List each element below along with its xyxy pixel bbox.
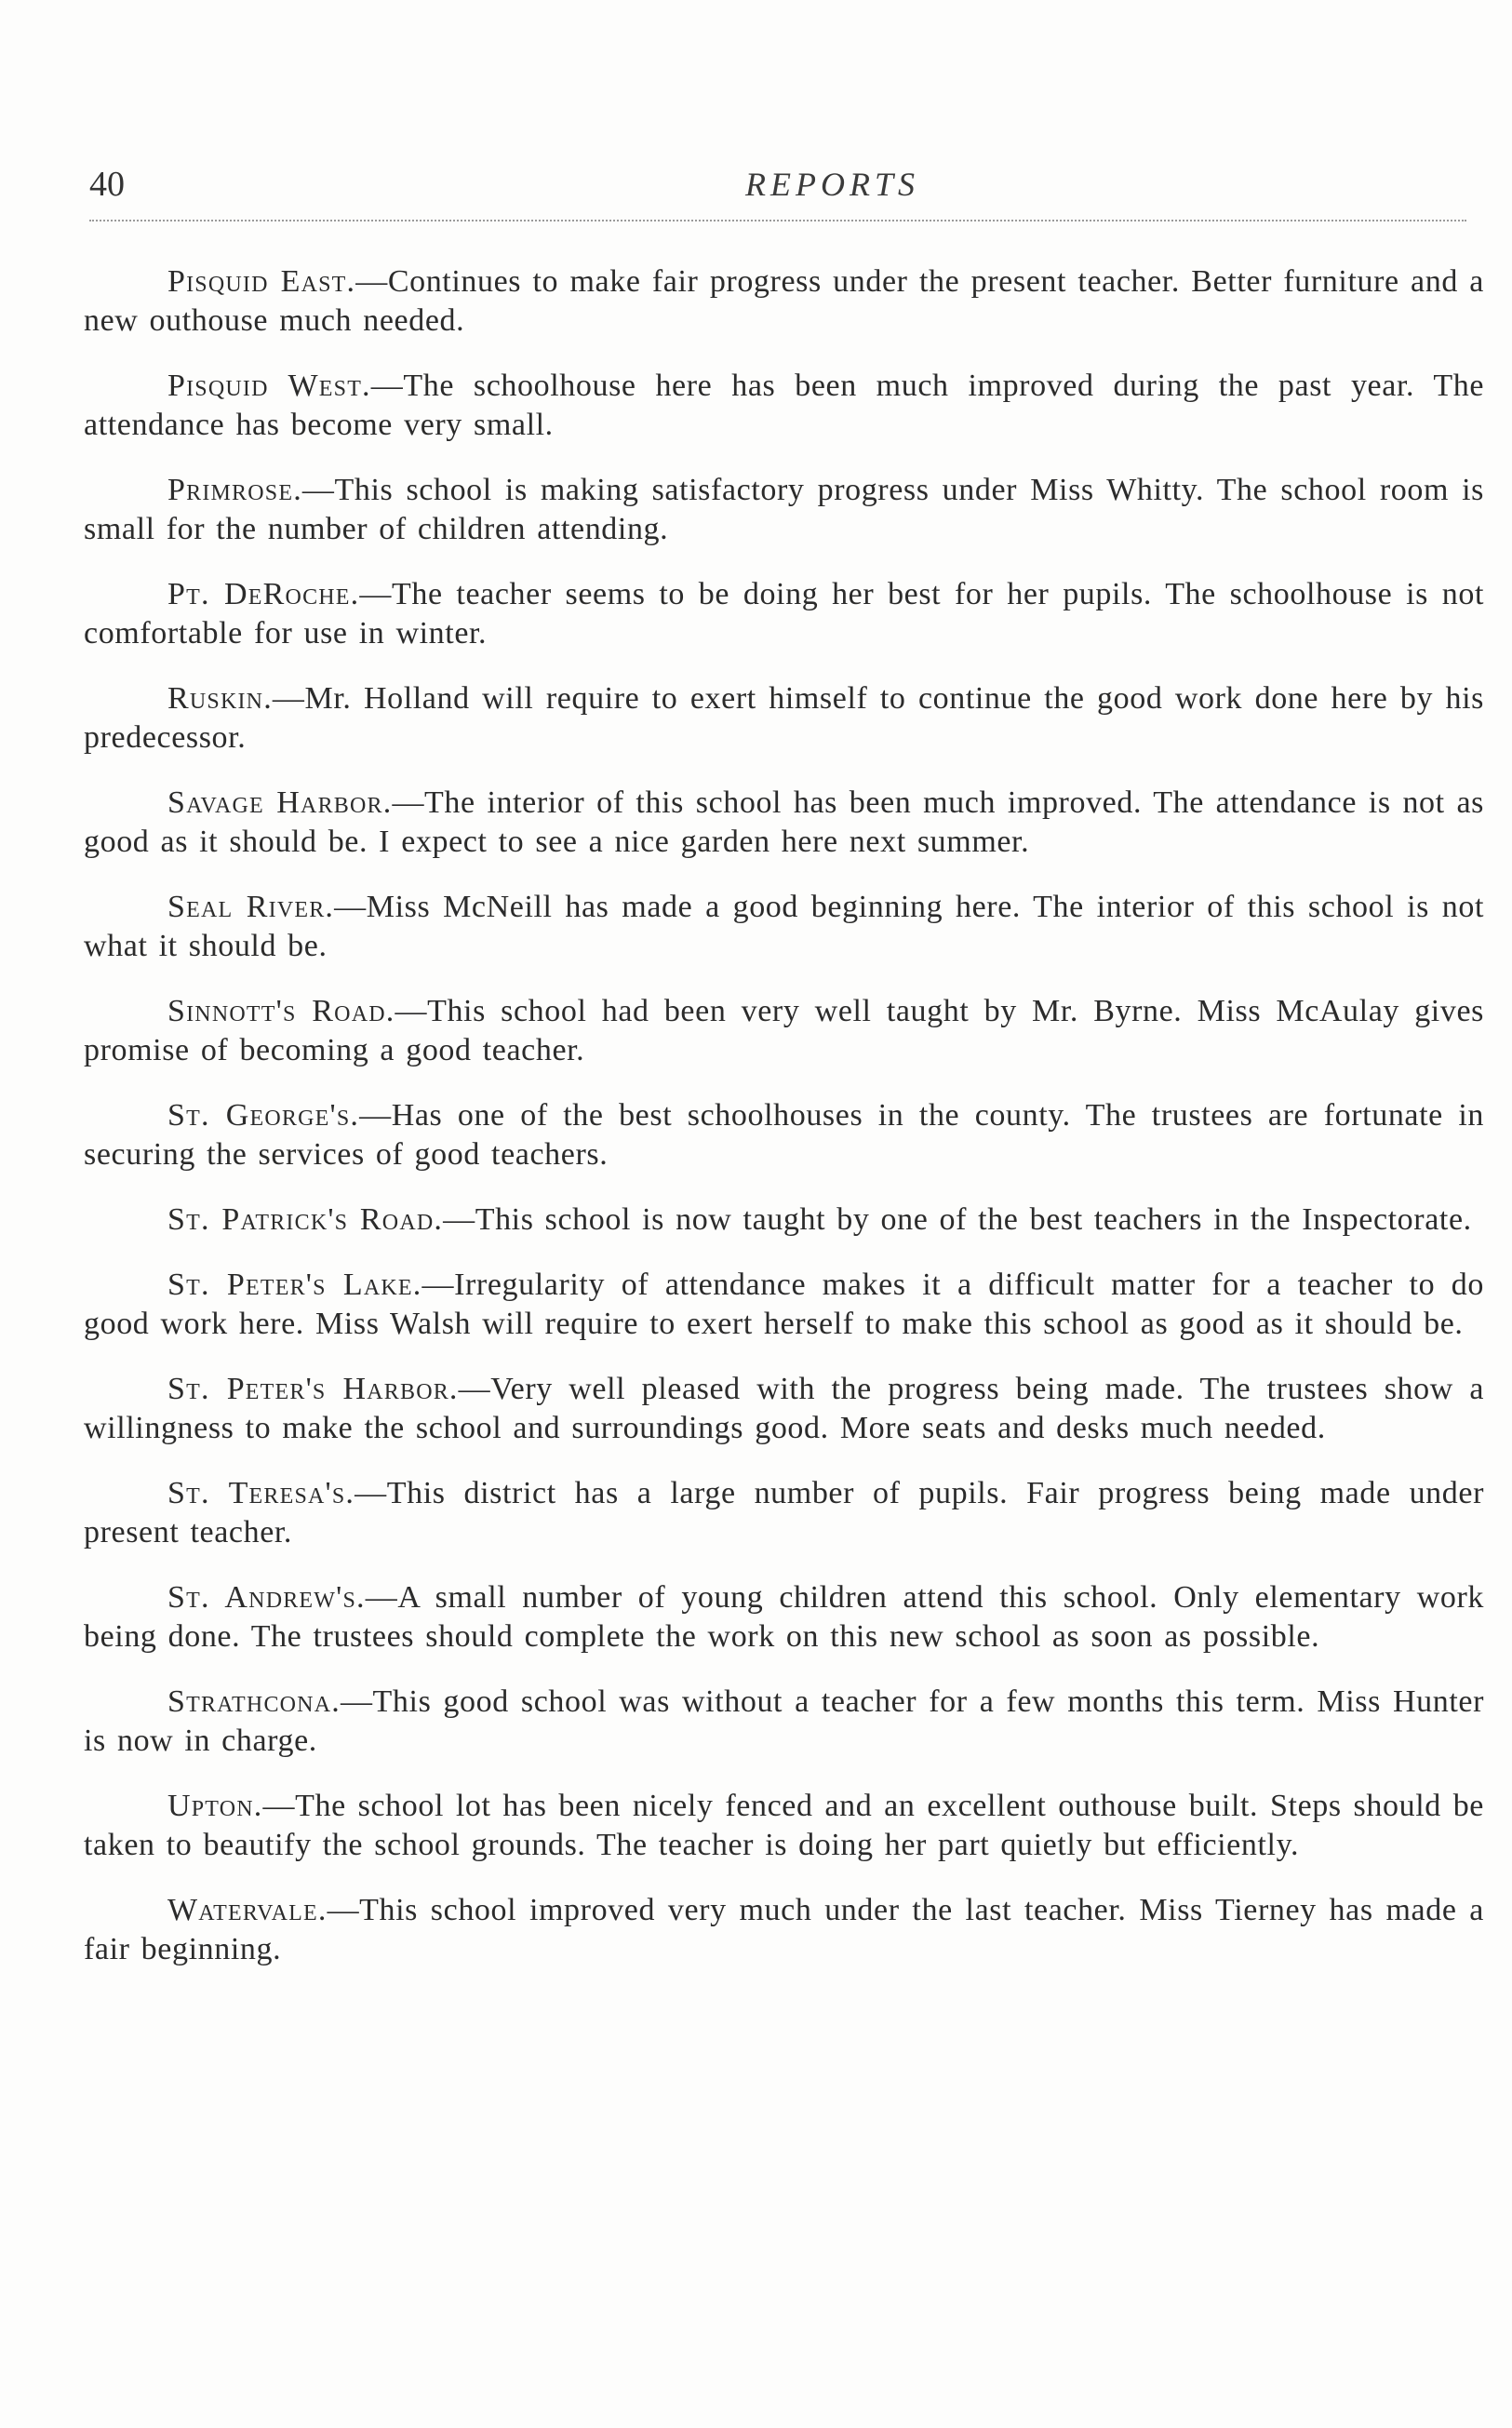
report-entry-watervale <box>84 1891 1484 1969</box>
report-entry-seal-river <box>84 888 1484 966</box>
report-entries <box>84 262 1484 1995</box>
report-entry-primrose <box>84 471 1484 549</box>
entry-text: —The school lot has been nicely fenced and an excellent outhouse built. Steps should be taken to beautify the school grounds. The teacher is doing her part quietly but efficiently. <box>84 1789 1484 1862</box>
entry-text: —The interior of this school has been much improved. The attendance is not as good as it should be. I expect to see a nice garden here next summer. <box>84 785 1484 859</box>
report-entry-st-teresas <box>84 1474 1484 1552</box>
report-entry-pisquid-east <box>84 262 1484 341</box>
entry-text: —Mr. Holland will require to exert himself to continue the good work done here by his predecessor. <box>84 681 1484 755</box>
report-entry-pisquid-west <box>84 367 1484 445</box>
entry-text: —The schoolhouse here has been much improved during the past year. The attendance has become very small. <box>84 369 1485 442</box>
report-entry-sinnotts-road <box>84 992 1484 1070</box>
header-rule <box>89 220 1466 221</box>
entry-place-name: Savage Harbor. <box>167 785 393 820</box>
entry-text: —This school is now taught by one of the best teachers in the Inspectorate. <box>443 1202 1472 1237</box>
report-entry-st-andrews <box>84 1578 1484 1657</box>
entry-place-name: St. George's. <box>167 1098 360 1133</box>
entry-place-name: Pt. DeRoche. <box>167 577 360 611</box>
entry-place-name: Strathcona. <box>167 1684 341 1719</box>
entry-place-name: Seal River. <box>167 890 335 924</box>
entry-place-name: Watervale. <box>167 1893 328 1927</box>
report-entry-st-patricks-road <box>84 1201 1484 1240</box>
entry-text: —Continues to make fair progress under the present teacher. Better furniture and a new outhouse much needed. <box>84 264 1485 338</box>
entry-text: —Miss McNeill has made a good beginning here. The interior of this school is not what it should be. <box>84 890 1484 963</box>
entry-text: —This school improved very much under the last teacher. Miss Tierney has made a fair beginning. <box>84 1893 1484 1966</box>
report-entry-savage-harbor <box>84 784 1484 862</box>
entry-place-name: St. Patrick's Road. <box>167 1202 444 1237</box>
entry-place-name: Sinnott's Road. <box>167 994 395 1028</box>
entry-place-name: Primrose. <box>167 473 302 507</box>
report-entry-st-georges <box>84 1096 1484 1174</box>
report-entry-strathcona <box>84 1683 1484 1761</box>
entry-text: —Has one of the best schoolhouses in the county. The trustees are fortunate in securing the services of good teachers. <box>84 1098 1484 1172</box>
entry-text: —A small number of young children attend this school. Only elementary work being done. The trustees should complete the work on this new school as soon as possible. <box>84 1580 1485 1654</box>
report-entry-upton <box>84 1787 1484 1865</box>
entry-text: —The teacher seems to be doing her best for her pupils. The schoolhouse is not comfortable for use in winter. <box>84 577 1484 651</box>
entry-place-name: Pisquid West. <box>167 369 371 403</box>
report-entry-st-peters-lake <box>84 1266 1484 1344</box>
running-head <box>89 156 1466 212</box>
running-title: REPORTS <box>745 166 919 203</box>
report-entry-pt-deroche <box>84 575 1484 653</box>
entry-place-name: Pisquid East. <box>167 264 356 299</box>
entry-text: —This good school was without a teacher for a few months this term. Miss Hunter is now in charge. <box>84 1684 1484 1758</box>
page-number: 40 <box>89 165 125 204</box>
entry-place-name: St. Teresa's. <box>167 1476 355 1510</box>
entry-text: —This district has a large number of pupils. Fair progress being made under present teacher. <box>84 1476 1484 1549</box>
entry-place-name: Upton. <box>167 1789 263 1823</box>
entry-text: —Irregularity of attendance makes it a difficult matter for a teacher to do good work here. Miss Walsh will require to exert herself to make this school as good as it should be. <box>84 1268 1484 1341</box>
entry-place-name: Ruskin. <box>167 681 273 716</box>
entry-place-name: St. Andrew's. <box>167 1580 366 1615</box>
entry-text: —This school is making satisfactory progress under Miss Whitty. The school room is small for the number of children attending. <box>84 473 1484 546</box>
entry-text: —This school had been very well taught by Mr. Byrne. Miss McAulay gives promise of becoming a good teacher. <box>84 994 1484 1067</box>
report-entry-st-peters-harbor <box>84 1370 1484 1448</box>
entry-text: —Very well pleased with the progress being made. The trustees show a willingness to make the school and surroundings good. More seats and desks much needed. <box>84 1372 1485 1445</box>
report-entry-ruskin <box>84 679 1484 758</box>
entry-place-name: St. Peter's Harbor. <box>167 1372 459 1406</box>
entry-place-name: St. Peter's Lake. <box>167 1268 422 1302</box>
